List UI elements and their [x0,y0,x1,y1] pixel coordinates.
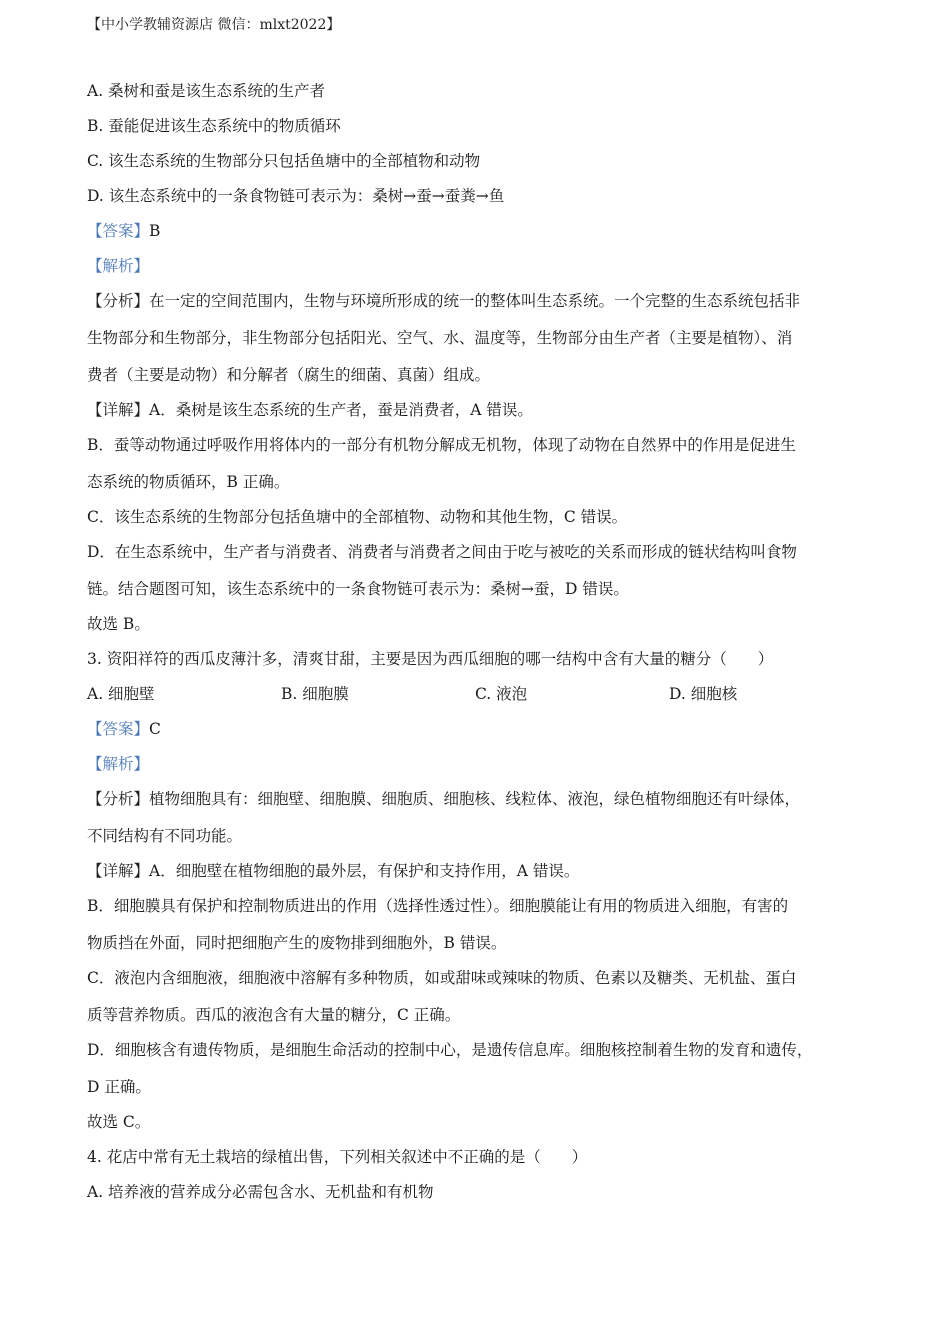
q2-option-d: D. 该生态系统中的一条食物链可表示为：桑树→蚕→蚕粪→鱼 [87,187,505,205]
q3-analysis-tag: 【解析】 [87,755,150,773]
page-header: 【中小学教辅资源店 微信：mlxt2022】 [87,17,341,33]
q3-stem: 3. 资阳祥符的西瓜皮薄汁多，清爽甘甜，主要是因为西瓜细胞的哪一结构中含有大量的糖分（ ） [87,650,774,668]
q2-fenxi-line: 生物部分和生物部分，非生物部分包括阳光、空气、水、温度等，生物部分由生产者（主要是植物）、消 [87,329,793,347]
q3-xiangjie-line: 质等营养物质。西瓜的液泡含有大量的糖分，C 正确。 [87,1006,461,1024]
q3-xiangjie-line: B．细胞膜具有保护和控制物质进出的作用（选择性透过性）。细胞膜能让有用的物质进入细胞，有害的 [87,897,789,915]
q2-analysis-tag: 【解析】 [87,257,150,275]
q2-fenxi-line: 【分析】在一定的空间范围内，生物与环境所形成的统一的整体叫生态系统。一个完整的生态系统包括非 [87,292,801,310]
q2-fenxi-line: 费者（主要是动物）和分解者（腐生的细菌、真菌）组成。 [87,366,491,384]
answer-tag: 【答案】 [87,222,150,240]
document-body [87,78,865,1214]
q4-option-a: A. 培养液的营养成分必需包含水、无机盐和有机物 [87,1183,434,1201]
q3-xiangjie-line: 物质挡在外面，同时把细胞产生的废物排到细胞外，B 错误。 [87,934,507,952]
q3-fenxi-line: 不同结构有不同功能。 [87,827,243,845]
q2-xiangjie-line: 态系统的物质循环，B 正确。 [87,473,290,491]
q4-stem: 4. 花店中常有无土栽培的绿植出售，下列相关叙述中不正确的是（ ） [87,1148,588,1166]
answer-value: C [149,720,161,738]
q2-xiangjie-line: 【详解】A．桑树是该生态系统的生产者，蚕是消费者，A 错误。 [87,401,533,419]
q3-xiangjie-line: C．液泡内含细胞液，细胞液中溶解有多种物质，如或甜味或辣味的物质、色素以及糖类、无机盐、蛋白 [87,969,797,987]
q2-option-b: B. 蚕能促进该生态系统中的物质循环 [87,117,341,135]
q2-conclusion: 故选 B。 [87,615,150,633]
q2-xiangjie-line: B．蚕等动物通过呼吸作用将体内的一部分有机物分解成无机物，体现了动物在自然界中的作用是促进生 [87,436,796,454]
q2-answer [87,218,865,253]
q3-conclusion: 故选 C。 [87,1113,151,1131]
answer-tag: 【答案】 [87,720,150,738]
q3-option-a: A. 细胞壁 [87,685,155,703]
q3-xiangjie-line: D 正确。 [87,1078,151,1096]
q2-option-a: A. 桑树和蚕是该生态系统的生产者 [87,82,326,100]
q2-xiangjie-line: 链。结合题图可知，该生态系统中的一条食物链可表示为：桑树→蚕，D 错误。 [87,580,629,598]
q2-option-c: C. 该生态系统的生物部分只包括鱼塘中的全部植物和动物 [87,152,481,170]
q3-option-d: D. 细胞核 [669,685,738,703]
q3-xiangjie-line: D．细胞核含有遗传物质，是细胞生命活动的控制中心，是遗传信息库。细胞核控制着生物的发育和遗传， [87,1041,813,1059]
q3-option-c: C. 液泡 [475,685,528,703]
q3-answer [87,716,865,751]
q3-option-b: B. 细胞膜 [281,685,349,703]
q3-options [87,681,865,716]
q3-xiangjie-line: 【详解】A．细胞壁在植物细胞的最外层，有保护和支持作用，A 错误。 [87,862,580,880]
q2-xiangjie-line: C．该生态系统的生物部分包括鱼塘中的全部植物、动物和其他生物，C 错误。 [87,508,628,526]
q3-fenxi-line: 【分析】植物细胞具有：细胞壁、细胞膜、细胞质、细胞核、线粒体、液泡，绿色植物细胞还有叶绿体， [87,790,801,808]
q2-xiangjie-line: D．在生态系统中，生产者与消费者、消费者与消费者之间由于吃与被吃的关系而形成的链状结构叫食物 [87,543,797,561]
answer-value: B [149,222,161,240]
